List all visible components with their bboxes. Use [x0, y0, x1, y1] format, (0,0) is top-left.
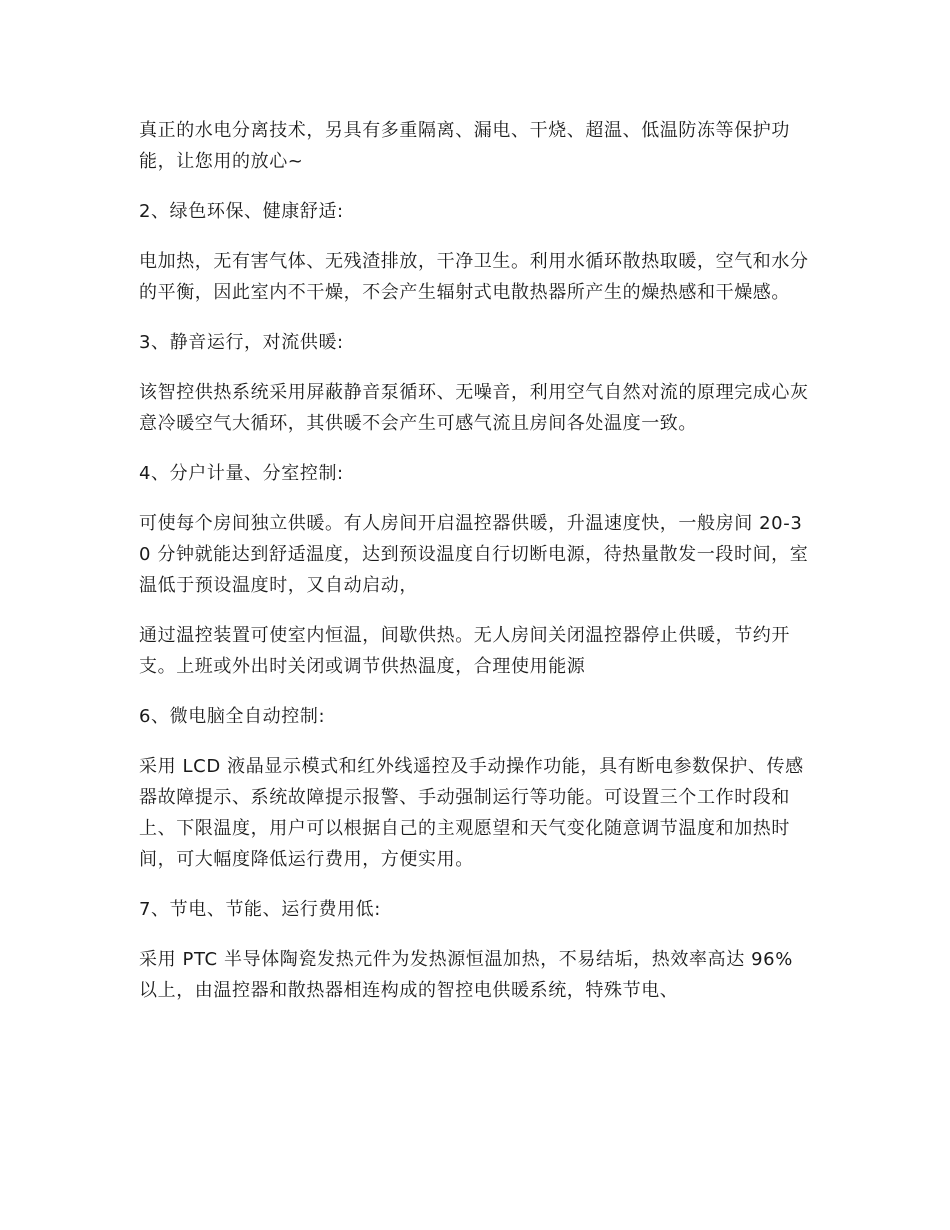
heading-silent-convection: 3、静音运行，对流供暖:: [139, 332, 344, 353]
heading-metering-room-control: 4、分户计量、分室控制:: [139, 463, 344, 484]
paragraph-ptc-heating: 采用 PTC 半导体陶瓷发热元件为发热源恒温加热，不易结垢，热效率高达 96%以上，由温控器和散热器相连构成的智控电供暖系统，特殊节电、: [139, 949, 793, 1001]
paragraph-silent-pump: 该智控供热系统采用屏蔽静音泵循环、无噪音，利用空气自然对流的原理完成心灰意冷暖空气大循环，其供暖不会产生可感气流且房间各处温度一致。: [139, 382, 809, 434]
heading-green-healthy: 2、绿色环保、健康舒适:: [139, 201, 344, 222]
heading-microcomputer-control: 6、微电脑全自动控制:: [139, 706, 326, 727]
paragraph-water-electric-separation: 真正的水电分离技术，另具有多重隔离、漏电、干烧、超温、低温防冻等保护功能，让您用的放心~: [139, 120, 790, 172]
heading-energy-saving: 7、节电、节能、运行费用低:: [139, 899, 381, 920]
paragraph-lcd-display: 采用 LCD 液晶显示模式和红外线遥控及手动操作功能，具有断电参数保护、传感器故障提示、系统故障提示报警、手动强制运行等功能。可设置三个工作时段和上、下限温度，用户可以根据自己的主观愿望和天气变化随意调节温度和加热时间，可大幅度降低运行费用，方便实用。: [139, 756, 804, 870]
paragraph-electric-heating: 电加热，无有害气体、无残渣排放，干净卫生。利用水循环散热取暖，空气和水分的平衡，因此室内不干燥，不会产生辐射式电散热器所产生的燥热感和干燥感。: [139, 251, 809, 303]
document-body: [139, 115, 811, 1025]
paragraph-thermostat-control: 通过温控装置可使室内恒温，间歇供热。无人房间关闭温控器停止供暖，节约开支。上班或外出时关闭或调节供热温度，合理使用能源: [139, 625, 790, 677]
paragraph-independent-heating: 可使每个房间独立供暖。有人房间开启温控器供暖，升温速度快，一般房间 20-30 分钟就能达到舒适温度，达到预设温度自行切断电源，待热量散发一段时间，室温低于预设温度时，又自动启动，: [139, 513, 809, 596]
